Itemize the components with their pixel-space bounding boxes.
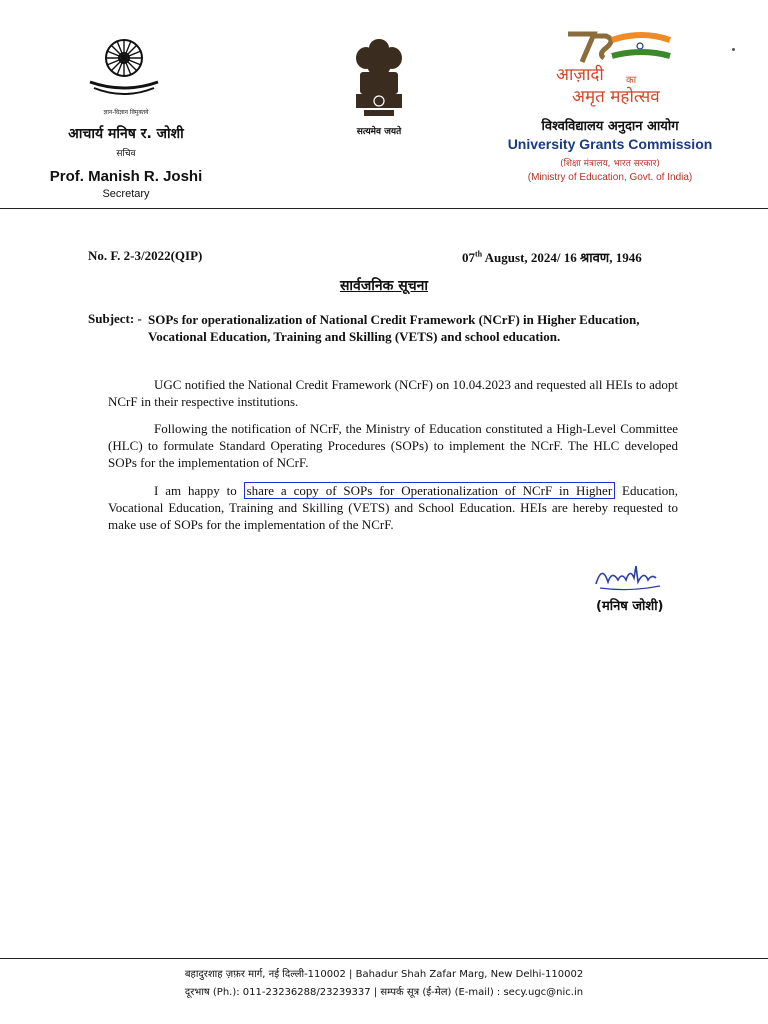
paragraph-1 bbox=[108, 376, 678, 410]
ugc-name-hindi: विश्वविद्यालय अनुदान आयोग bbox=[541, 119, 679, 134]
date-day: 07 bbox=[462, 250, 475, 265]
footer-divider bbox=[0, 958, 768, 959]
paragraph-3 bbox=[108, 482, 678, 533]
subject-text: SOPs for operationalization of National Credit Framework (NCrF) in Higher Education, Vocational Education, Training and Skilling (VETS) and school education. bbox=[148, 312, 640, 344]
secretary-name-english: Prof. Manish R. Joshi bbox=[49, 168, 203, 185]
amrit-mahotsav-ka: का bbox=[626, 75, 637, 86]
paragraph-3-end: Education, Vocational Education, Training and Skilling (VETS) and School Education. HEIs are hereby requested to make use of SOPs for the implementation of the NCrF. bbox=[108, 483, 678, 532]
header-divider bbox=[0, 208, 768, 209]
date-rest: August, 2024/ 16 श्रावण, 1946 bbox=[482, 250, 642, 265]
notice-heading: सार्वजनिक सूचना bbox=[339, 278, 429, 294]
emblem-motto: सत्यमेव जयते bbox=[356, 127, 402, 137]
scan-dot bbox=[732, 48, 735, 51]
paragraph-1-text: UGC notified the National Credit Framework (NCrF) on 10.04.2023 and requested all HEIs to adopt NCrF in their respective institutions. bbox=[108, 377, 678, 409]
ugc-logo-icon bbox=[84, 24, 164, 104]
paragraph-2 bbox=[108, 420, 678, 471]
national-emblem-icon bbox=[346, 34, 412, 122]
footer-contact: दूरभाष (Ph.): 011-23236288/23239337 | सम्पर्क सूत्र (ई-मेल) (E-mail) : secy.ugc@nic.in bbox=[184, 987, 584, 998]
ugc-name-english: University Grants Commission bbox=[507, 136, 713, 152]
paragraph-3-start: I am happy to bbox=[154, 483, 244, 498]
signature-icon bbox=[590, 560, 670, 596]
secretary-name-hindi: आचार्य मनिष र. जोशी bbox=[68, 126, 184, 142]
secretary-title-english: Secretary bbox=[102, 188, 150, 200]
secretary-title-hindi: सचिव bbox=[116, 149, 136, 159]
ministry-name-english: (Ministry of Education, Govt. of India) bbox=[527, 172, 693, 183]
ministry-name-hindi: (शिक्षा मंत्रालय, भारत सरकार) bbox=[560, 159, 660, 169]
footer-address: बहादुरशाह ज़फ़र मार्ग, नई दिल्ली-110002 | Bahadur Shah Zafar Marg, New Delhi-110002 bbox=[184, 969, 584, 980]
letter-date bbox=[462, 248, 642, 266]
reference-number: No. F. 2-3/2022(QIP) bbox=[88, 248, 203, 263]
amrit-mahotsav-line2: अमृत महोत्सव bbox=[572, 87, 660, 107]
subject-label: Subject: - bbox=[88, 311, 142, 326]
highlighted-sop-text: share a copy of SOPs for Operationalization of NCrF in Higher bbox=[244, 482, 616, 499]
ugc-motto-small: ज्ञान-विज्ञान विमुक्तये bbox=[103, 109, 149, 116]
date-suffix: th bbox=[475, 249, 483, 259]
amrit-mahotsav-line1: आज़ादी bbox=[556, 65, 604, 85]
signer-name: (मनिष जोशी) bbox=[596, 599, 664, 614]
paragraph-2-text: Following the notification of NCrF, the Ministry of Education constituted a High-Level Committee (HLC) to formulate Standard Operating Procedures (SOPs) to implement the NCrF. The HLC developed SOPs for the implementation of NCrF. bbox=[108, 421, 678, 470]
